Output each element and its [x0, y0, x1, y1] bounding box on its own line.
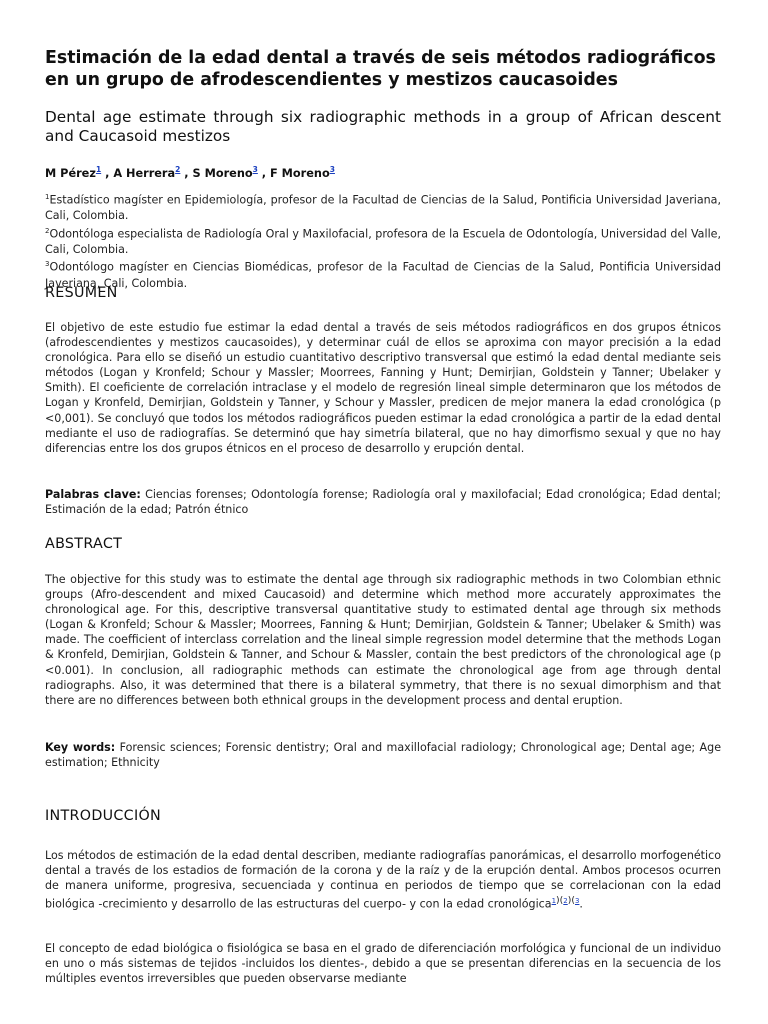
article-title-spanish: Estimación de la edad dental a través de seis métodos radiográficos en un grupo de afrodescendientes y mestizos caucasoides	[45, 48, 716, 90]
affiliation-item: $^2$Odontóloga especialista de Radiología Oral y Maxilofacial, profesora de la Escuela de Odontología, Universidad del Valle, Cali, Colombia.	[45, 226, 721, 256]
affiliation-item: $^3$Odontólogo magíster en Ciencias Biomédicas, profesor de la Facultad de Ciencias de la Salud, Pontificia Universidad Javeriana, Cali, Colombia.	[45, 260, 721, 290]
citation-link[interactable]: 3	[574, 897, 580, 906]
affiliation-list	[45, 190, 721, 291]
abstract-keywords	[45, 740, 721, 770]
author-name: S Moreno	[192, 166, 253, 180]
affiliation-item: $^1$Estadístico magíster en Epidemiología, profesor de la Facultad de Ciencias de la Salud, Pontificia Universidad Javeriana, Cali, Colombia.	[45, 193, 721, 223]
resumen-body: El objetivo de este estudio fue estimar la edad dental a través de seis métodos radiográficos en dos grupos étnicos (afrodescendientes y mestizos caucasoides), y determinar cuál de ellos se aproxima con mayor precisión a la edad cronológica. Para ello se diseñó un estudio cuantitativo descriptivo transversal que estimó la edad dental mediante seis métodos (Logan y Kronfeld; Schour y Massler; Moorrees, Fanning y Hunt; Demirjian, Goldstein y Tanner; Ubelaker y Smith). El coeficiente de correlación intraclase y el modelo de regresión lineal simple determinaron que los métodos de Logan y Kronfeld, Demirjian, Goldstein y Tanner, y Schour y Massler, predicen de mejor manera la edad cronológica (p <0,001). Se concluyó que todos los métodos radiográficos pueden estimar la edad cronológica a partir de la edad dental mediante el uso de radiografías. Se determinó que hay simetría bilateral, que no hay dimorfismo sexual y que no hay diferencias entre los dos grupos étnicos en el proceso de desarrollo y erupción dental.	[45, 321, 721, 455]
affiliation-link[interactable]: 2	[175, 165, 181, 174]
keywords-text: Forensic sciences; Forensic dentistry; Oral and maxillofacial radiology; Chronological age; Dental age; Age estimation; Ethnicity	[45, 741, 722, 770]
citation-link[interactable]: 1	[551, 897, 557, 906]
keywords-label: Palabras clave:	[45, 488, 141, 501]
resumen-keywords	[45, 487, 721, 517]
author-name: F Moreno	[270, 166, 330, 180]
introduccion-heading: INTRODUCCIÓN	[45, 808, 162, 824]
affiliation-link[interactable]: 3	[329, 165, 335, 174]
author-list: M Pérez$^1$ , A Herrera$^2$ , S Moreno$^3$ , F Moreno$^3$	[45, 165, 335, 180]
abstract-heading: ABSTRACT	[45, 536, 123, 552]
citation-link[interactable]: 2	[563, 897, 568, 906]
introduccion-paragraph-2: El concepto de edad biológica o fisiológica se basa en el grado de diferenciación morfológica y funcional de un individuo en uno o más sistemas de tejidos -incluidos los dientes-, debido a que se presentan diferencias en la secuencia de los múltiples eventos irreversibles que pueden observarse mediante	[45, 942, 721, 986]
keywords-text: Ciencias forenses; Odontología forense; Radiología oral y maxilofacial; Edad cronológica; Edad dental; Estimación de la edad; Patrón étnico	[45, 488, 722, 517]
abstract-body: The objective for this study was to estimate the dental age through six radiographic methods in two Colombian ethnic groups (Afro-descendent and mixed Caucasoid) and determine which method more accurately approximates the chronological age. For this, descriptive transversal quantitative study to estimated dental age through six methods (Logan & Kronfeld; Schour & Massler; Moorrees, Fanning & Hunt; Demirjian, Goldstein & Tanner; Ubelaker & Smith) was made. The coefficient of interclass correlation and the lineal simple regression model determine that the methods Logan & Kronfeld, Demirjian, Goldstein & Tanner, and Schour & Massler, contain the best predictors of the chronological age (p <0.001). In conclusion, all radiographic methods can estimate the chronological age from age through dental radiographs. Also, it was determined that there is a bilateral symmetry, that there is no sexual dimorphism and that there are no differences between both ethnical groups in the development process and dental eruption.	[45, 573, 721, 707]
keywords-label: Key words:	[45, 741, 116, 754]
affiliation-link[interactable]: 3	[252, 165, 258, 174]
author-name: M Pérez	[45, 166, 96, 180]
introduccion-paragraph-1: Los métodos de estimación de la edad dental describen, mediante radiografías panorámicas, el desarrollo morfogenético dental a través de los estadios de formación de la corona y de la raíz y de la erupción dental. Ambos procesos ocurren de manera uniforme, progresiva, secuenciada y continua en periodos de tiempo que se correlacionan con la edad biológica -crecimiento y desarrollo de las estructuras del cuerpo- y con la edad cronológica$^{1)(2)(3}$.	[45, 849, 721, 911]
article-title-english: Dental age estimate through six radiographic methods in a group of African descent and Caucasoid mestizos	[45, 108, 721, 145]
affiliation-link[interactable]: 1	[95, 165, 102, 174]
resumen-heading: RESUMEN	[45, 285, 118, 301]
author-name: A Herrera	[113, 166, 176, 180]
